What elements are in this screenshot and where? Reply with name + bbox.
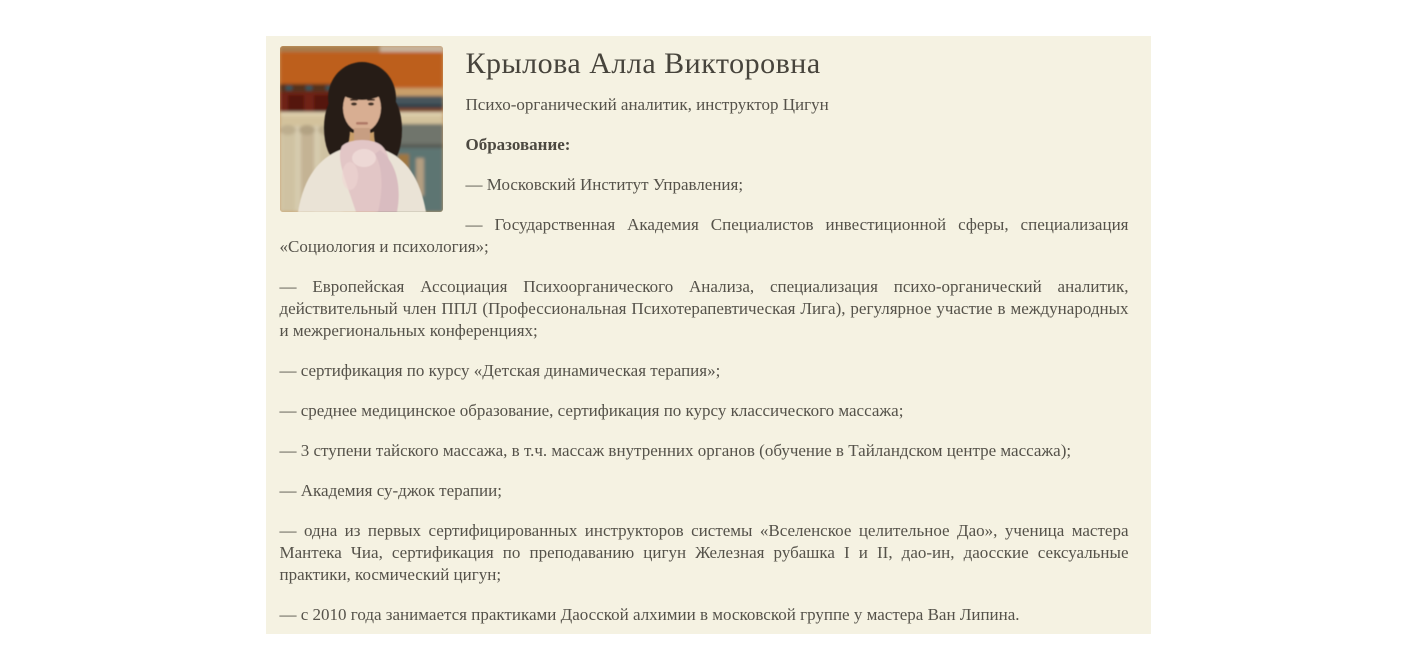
profile-card — [266, 36, 1151, 634]
education-item: — одна из первых сертифицированных инструкторов системы «Вселенское целительное Дао», ученица мастера Мантека Чиа, сертификация по преподаванию цигун Железная рубашка I и II, дао-ин, даосские сексуальные практики, космический цигун; — [279, 521, 1129, 584]
profile-name: Крылова Алла Викторовна — [465, 47, 821, 80]
education-item: — Академия су-джок терапии; — [279, 481, 502, 500]
profile-photo — [280, 46, 443, 212]
education-heading: Образование: — [465, 135, 571, 154]
education-item: — 3 ступени тайского массажа, в т.ч. массаж внутренних органов (обучение в Тайландском центре массажа); — [279, 441, 1072, 460]
education-item: — сертификация по курсу «Детская динамическая терапия»; — [279, 361, 721, 380]
education-list — [280, 174, 1129, 626]
education-item: — Европейская Ассоциация Психоорганического Анализа, специализация психо-органический аналитик, действительный член ППЛ (Профессиональная Психотерапевтическая Лига), регулярное участие в международных и межрегиональных конференциях; — [279, 277, 1129, 340]
profile-photo-image — [280, 46, 443, 212]
education-item: — среднее медицинское образование, сертификация по курсу классического массажа; — [279, 401, 904, 420]
education-item: — Государственная Академия Специалистов инвестиционной сферы, специализация «Социология и психология»; — [279, 215, 1129, 256]
education-item: — Московский Институт Управления; — [465, 175, 744, 194]
education-item: — с 2010 года занимается практиками Даосской алхимии в московской группе у мастера Ван Липина. — [279, 605, 1020, 624]
profile-role: Психо-органический аналитик, инструктор Цигун — [465, 95, 829, 114]
